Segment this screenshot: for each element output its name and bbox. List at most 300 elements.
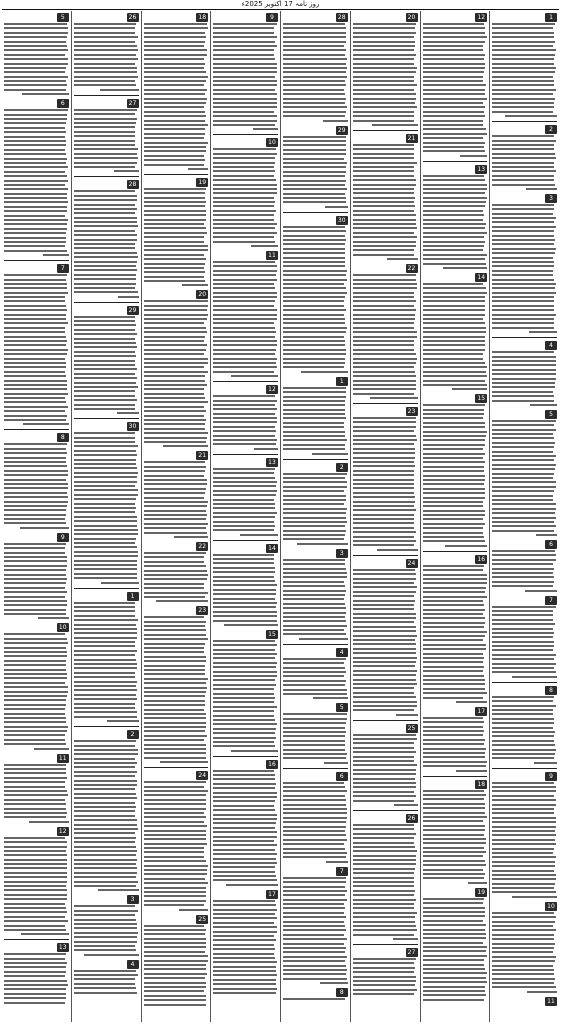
text-line [423,349,485,351]
text-line [492,554,555,556]
text-line [353,531,416,533]
section-divider [4,939,69,940]
text-line [144,744,206,746]
text-line [213,688,274,690]
text-line [283,49,346,51]
text-line [213,620,276,622]
text-line [144,106,205,108]
text-line [4,569,66,571]
text-line [213,818,277,820]
text-line [492,667,554,669]
text-line [144,271,206,273]
text-line [283,938,347,940]
text-line [423,327,486,329]
text-line [353,643,416,645]
text-line [4,953,66,955]
text-line [144,722,207,724]
text-line [144,882,208,884]
text-line [74,936,137,938]
section-divider [74,95,139,96]
text-line [492,98,555,100]
text-line [224,624,278,626]
text-line [283,848,345,850]
text-line [43,254,69,256]
notice-body [74,109,139,172]
text-line [74,610,135,612]
text-line [283,58,347,60]
text-line [213,197,274,199]
text-line [492,49,556,51]
text-line [529,331,557,333]
text-line [213,983,276,985]
text-line [353,375,416,377]
text-line [423,111,485,113]
text-line [74,252,137,254]
text-line [213,265,276,267]
text-line [74,681,137,683]
text-line [423,98,487,100]
section-divider [492,768,557,769]
text-line [4,250,67,252]
text-line [492,153,555,155]
text-line [423,205,485,207]
text-line [492,420,555,422]
text-line [353,80,415,82]
text-line [213,684,276,686]
text-line [144,58,205,60]
notice-body [74,740,139,891]
text-line [4,375,66,377]
text-line [4,642,68,644]
text-line [370,397,418,399]
text-line [144,76,208,78]
notice-body [4,953,69,1003]
text-line [213,562,274,564]
section-divider [353,720,418,721]
text-line [283,153,346,155]
text-line [492,217,556,219]
text-line [492,503,555,505]
text-line [283,960,345,962]
text-line [213,649,275,651]
notice-header [283,377,348,386]
text-line [144,700,206,702]
notice-header [74,422,139,431]
text-line [144,340,205,342]
text-line [353,439,417,441]
text-line [423,461,485,463]
text-line [283,731,346,733]
text-line [423,609,486,611]
column-2 [420,11,490,1022]
text-line [283,658,346,660]
text-line [4,237,66,239]
text-line [492,305,554,307]
section-divider [492,121,557,122]
text-line [283,947,346,949]
text-line [4,336,66,338]
notice-body [353,569,418,716]
notice-header [492,125,557,134]
text-line [213,525,275,527]
notice-body [492,420,557,536]
text-line [423,604,485,606]
text-line [144,475,205,477]
text-line [144,691,206,693]
text-line [423,314,486,316]
text-line [423,27,485,29]
text-line [74,368,137,370]
text-line [423,726,484,728]
text-line [423,344,486,346]
text-line [423,219,484,221]
text-line [283,693,347,695]
section-divider [423,551,488,552]
text-line [74,551,138,553]
text-line [283,881,346,883]
notice-item [4,754,69,823]
text-line [423,175,485,177]
text-line [213,606,276,608]
text-line [74,71,137,73]
column-5 [210,11,280,1022]
text-line [353,380,416,382]
text-line [283,93,345,95]
notice-body [423,898,488,1001]
notice-header [283,216,348,225]
notice-header [353,814,418,823]
text-line [213,115,276,117]
text-line [353,36,414,38]
text-line [4,32,68,34]
notice-header [213,630,278,639]
text-line [74,364,135,366]
text-line [353,336,417,338]
text-line [492,424,554,426]
text-line [492,318,554,320]
text-line [144,565,206,567]
text-line [353,435,416,437]
text-line [423,431,487,433]
text-line [283,84,346,86]
text-line [492,221,554,223]
text-line [74,166,135,168]
text-line [423,497,485,499]
notice-body [492,204,557,333]
text-line [4,609,66,611]
text-line [213,576,274,578]
text-line [492,455,556,457]
text-line [283,594,345,596]
columns-container [2,11,559,1022]
notice-item [74,592,139,723]
text-line [283,503,344,505]
text-line [74,360,136,362]
text-line [213,512,277,514]
text-line [144,651,205,653]
text-line [353,617,416,619]
text-line [492,63,554,65]
text-line [4,175,67,177]
text-line [353,885,415,887]
header-rule [2,9,559,10]
text-line [423,990,485,992]
text-line [4,188,68,190]
text-line [174,536,208,538]
text-line [74,745,135,747]
text-line [213,922,274,924]
text-line [353,709,415,711]
text-line [144,570,207,572]
notice-body [144,781,209,910]
text-line [213,715,274,717]
text-line [353,661,416,663]
text-line [74,36,138,38]
text-line [74,546,137,548]
text-line [74,914,135,916]
text-line [144,583,205,585]
text-line [144,27,208,29]
text-line [423,514,485,516]
text-line [23,423,69,425]
text-line [4,492,67,494]
text-line [353,674,416,676]
text-line [213,948,275,950]
text-line [353,701,417,703]
text-line [253,128,278,130]
notice-number-badge: 22 [196,542,208,551]
text-line [144,67,205,69]
text-line [423,115,485,117]
notice-header [144,771,209,780]
text-line [492,76,553,78]
text-line [213,76,275,78]
text-line [74,698,137,700]
text-line [423,950,486,952]
text-line [144,634,207,636]
text-line [353,452,415,454]
notice-number-badge: 12 [266,385,278,394]
text-line [492,279,554,281]
text-line [213,521,274,523]
notice-item [423,780,488,884]
text-line [74,63,135,65]
text-line [4,63,68,65]
text-line [213,41,275,43]
text-line [492,170,556,172]
text-line [163,445,208,447]
text-line [297,543,348,545]
text-line [492,446,554,448]
text-line [492,495,553,497]
text-line [283,671,346,673]
text-line [353,912,417,914]
text-line [423,569,484,571]
text-line [144,735,207,737]
column-4 [280,11,350,1022]
text-line [283,689,347,691]
text-line [144,856,205,858]
text-line [144,717,207,719]
text-line [492,442,555,444]
text-line [4,501,68,503]
text-line [144,510,207,512]
text-line [4,71,65,73]
text-line [213,236,274,238]
notice-body [213,468,278,536]
text-line [423,146,485,148]
text-line [423,803,486,805]
text-line [423,743,485,745]
text-line [144,709,205,711]
text-line [74,632,137,634]
text-line [144,946,207,948]
text-line [84,954,138,956]
text-line [423,661,484,663]
text-line [144,695,206,697]
text-line [353,760,414,762]
text-line [492,658,554,660]
text-line [4,36,67,38]
notice-number-badge: 17 [475,707,487,716]
text-line [213,849,275,851]
text-line [213,219,274,221]
text-line [492,891,556,893]
text-line [144,142,208,144]
text-line [492,322,554,324]
text-line [283,790,347,792]
notice-item [283,703,348,763]
notice-item [283,988,348,1000]
text-line [423,986,485,988]
text-line [74,859,137,861]
text-line [74,923,137,925]
text-line [4,153,66,155]
text-line [423,417,484,419]
text-line [353,586,417,588]
notice-item [353,264,418,399]
text-line [4,682,65,684]
text-line [492,550,555,552]
text-line [213,340,277,342]
notice-header [213,458,278,467]
text-line [213,580,275,582]
text-line [144,23,207,25]
notice-number-badge: 22 [406,264,418,273]
text-line [74,390,135,392]
text-line [353,635,417,637]
text-line [492,834,556,836]
text-line [74,766,135,768]
text-line [492,140,556,142]
notice-number-badge: 15 [266,630,278,639]
text-line [213,499,274,501]
column-3 [350,11,420,1022]
text-line [213,879,276,881]
text-line [4,393,68,395]
text-line [144,155,205,157]
text-line [423,924,486,926]
text-line [144,362,208,364]
text-line [144,596,206,598]
text-line [74,441,135,443]
notice-item [492,125,557,190]
notice-number-badge: 25 [406,724,418,733]
text-line [353,49,414,51]
text-line [4,419,66,421]
text-line [74,828,138,830]
notice-body [353,824,418,940]
notice-body [492,351,557,406]
text-line [353,120,414,122]
notice-header [4,13,69,22]
text-line [4,122,66,124]
text-line [423,305,485,307]
notice-item [283,772,348,863]
text-line [283,41,346,43]
text-line [530,404,557,406]
text-line [74,109,137,111]
text-line [213,615,276,617]
text-line [144,241,205,243]
text-line [4,686,68,688]
notice-body [283,226,348,373]
text-line [526,188,557,190]
text-line [492,395,554,397]
text-line [213,706,277,708]
notice-item [492,410,557,536]
text-line [74,148,138,150]
text-line [4,340,67,342]
text-line [353,894,415,896]
notice-body [283,998,348,1000]
text-line [283,894,345,896]
text-line [423,249,484,251]
text-line [74,408,135,410]
text-line [353,929,417,931]
text-line [213,175,274,177]
text-line [213,300,275,302]
text-line [492,929,555,931]
notice-item [353,13,418,126]
text-line [283,201,346,203]
text-line [492,102,554,104]
text-line [4,80,66,82]
text-line [4,232,66,234]
text-line [492,80,554,82]
text-line [74,494,138,496]
notice-item [4,623,69,749]
text-line [74,568,137,570]
notice-number-badge: 10 [545,902,557,911]
notice-header [283,988,348,997]
text-line [423,869,484,871]
text-line [74,459,136,461]
text-line [74,54,136,56]
text-line [4,366,66,368]
text-line [4,136,65,138]
text-line [353,670,417,672]
notice-header [74,180,139,189]
text-line [423,492,486,494]
notice-body [283,387,348,455]
notice-header [74,592,139,601]
text-line [213,366,276,368]
text-line [4,993,66,995]
text-line [213,774,275,776]
text-line [283,538,344,540]
text-line [74,503,136,505]
